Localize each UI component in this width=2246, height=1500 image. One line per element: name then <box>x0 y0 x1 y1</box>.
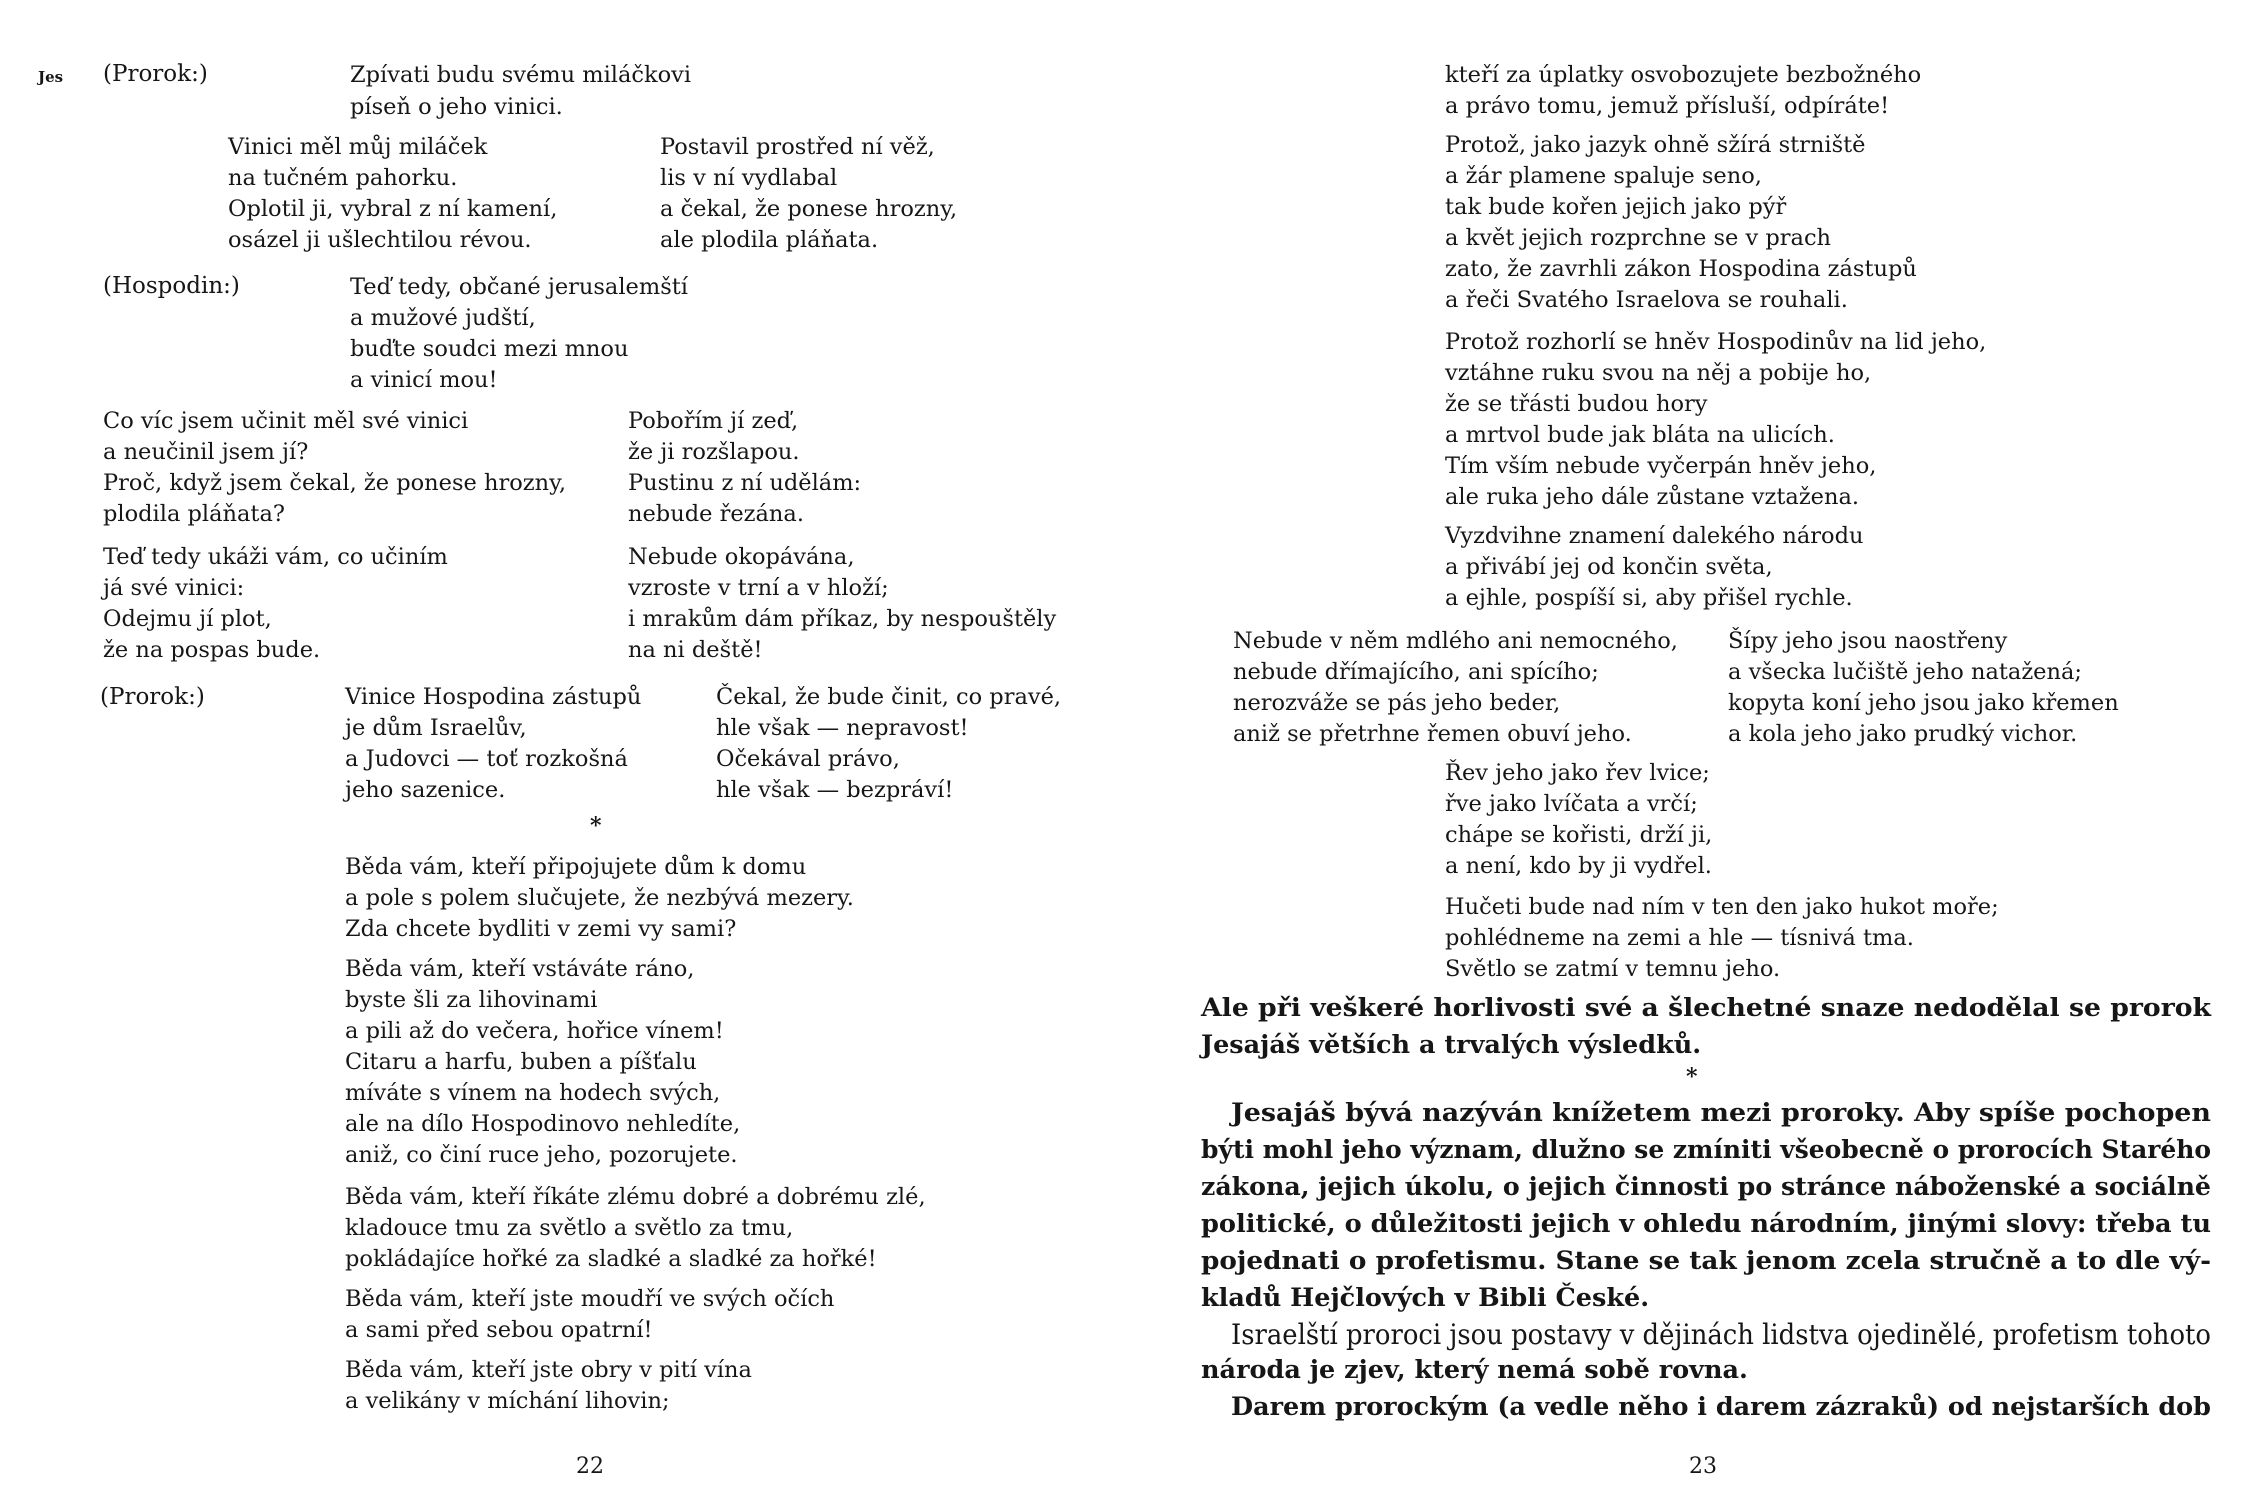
verse-line: Hučeti bude nad ním v ten den jako hukot moře; <box>1445 894 1999 920</box>
verse-line: a žár plamene spaluje seno, <box>1445 163 1762 189</box>
verse-line: Protož rozhorlí se hněv Hospodinův na lid jeho, <box>1445 329 1987 355</box>
prose-line: pojednati o profetismu. Stane se tak jenom zcela stručně a to dle vý- <box>1201 1246 2211 1276</box>
verse-line: aniž, co činí ruce jeho, pozorujete. <box>345 1142 738 1168</box>
verse-line: a Judovci — toť rozkošná <box>345 746 628 772</box>
verse-line: Citaru a harfu, buben a píšťalu <box>345 1049 697 1075</box>
verse-line: plodila pláňata? <box>103 501 285 527</box>
verse-line: píseň o jeho vinici. <box>350 94 563 120</box>
verse-line: Vinice Hospodina zástupů <box>345 684 642 710</box>
verse-line: Pustinu z ní udělám: <box>628 470 862 496</box>
verse-line: chápe se kořisti, drží ji, <box>1445 822 1713 848</box>
verse-line: jeho sazenice. <box>345 777 506 803</box>
verse-line: ale na dílo Hospodinovo nehledíte, <box>345 1111 741 1137</box>
verse-line: aniž se přetrhne řemen obuví jeho. <box>1233 721 1632 747</box>
verse-line: Teď tedy ukáži vám, co učiním <box>103 544 448 570</box>
prose-line: Israelští proroci jsou postavy v dějinách lidstva ojedinělé, profetism tohoto <box>1231 1318 2211 1351</box>
verse-line: Teď tedy, občané jerusalemští <box>350 274 688 300</box>
verse-line: i mrakům dám příkaz, by nespouštěly <box>628 606 1057 632</box>
verse-line: a vinicí mou! <box>350 367 498 393</box>
verse-line: a právo tomu, jemuž přísluší, odpíráte! <box>1445 93 1890 119</box>
verse-line: Čekal, že bude činit, co pravé, <box>716 684 1062 710</box>
prose-line: Ale při veškeré horlivosti své a šlechetné snaze nedodělal se prorok <box>1201 993 2212 1023</box>
verse-line: a není, kdo by ji vydřel. <box>1445 853 1712 879</box>
verse-line: kteří za úplatky osvobozujete bezbožného <box>1445 62 1922 88</box>
verse-line: hle však — nepravost! <box>716 715 969 741</box>
verse-line: buďte soudci mezi mnou <box>350 336 629 362</box>
verse-line: a velikány v míchání lihovin; <box>345 1388 670 1414</box>
prose-line: Jesajáš větších a trvalých výsledků. <box>1201 1030 1702 1060</box>
verse-line: nebude řezána. <box>628 501 804 527</box>
verse-line: na tučném pahorku. <box>228 165 458 191</box>
section-separator-star: * <box>1686 1064 1698 1090</box>
verse-line: Řev jeho jako řev lvice; <box>1445 760 1710 786</box>
verse-line: Nebude okopávána, <box>628 544 855 570</box>
verse-line: Běda vám, kteří říkáte zlému dobré a dobrému zlé, <box>345 1184 926 1210</box>
verse-line: že ji rozšlapou. <box>628 439 800 465</box>
verse-line: Odejmu jí plot, <box>103 606 272 632</box>
verse-line: že na pospas bude. <box>103 637 321 663</box>
verse-line: já své vinici: <box>103 575 245 601</box>
verse-line: Světlo se zatmí v temnu jeho. <box>1445 956 1781 982</box>
verse-line: Postavil prostřed ní věž, <box>660 134 935 160</box>
verse-line: lis v ní vydlabal <box>660 165 838 191</box>
verse-line: tak bude kořen jejich jako pýř <box>1445 194 1787 220</box>
verse-line: Co víc jsem učinit měl své vinici <box>103 408 469 434</box>
verse-line: pokládajíce hořké za sladké a sladké za hořké! <box>345 1246 877 1272</box>
verse-line: a neučinil jsem jí? <box>103 439 309 465</box>
verse-line: Zpívati budu svému miláčkovi <box>350 62 692 88</box>
prose-line: Jesajáš bývá nazýván knížetem mezi proroky. Aby spíše pochopen <box>1231 1098 2212 1128</box>
prose-line: politické, o důležitosti jejich v ohledu národním, jinými slovy: třeba tu <box>1201 1209 2211 1239</box>
verse-line: ale plodila pláňata. <box>660 227 879 253</box>
verse-line: a mužové judští, <box>350 305 536 331</box>
right-page <box>1123 0 2246 1500</box>
verse-line: Protož, jako jazyk ohně sžírá strniště <box>1445 132 1866 158</box>
running-header-mark: Jes <box>38 68 64 86</box>
verse-line: Vinici měl můj miláček <box>228 134 488 160</box>
section-separator-star: * <box>590 813 602 839</box>
verse-line: a pili až do večera, hořice vínem! <box>345 1018 724 1044</box>
verse-line: ale ruka jeho dále zůstane vztažena. <box>1445 484 1860 510</box>
verse-line: Oplotil ji, vybral z ní kamení, <box>228 196 558 222</box>
verse-line: a kola jeho jako prudký vichor. <box>1728 721 2078 747</box>
prose-line: národa je zjev, který nemá sobě rovna. <box>1201 1355 1748 1385</box>
verse-line: Běda vám, kteří vstáváte ráno, <box>345 956 695 982</box>
verse-line: Vyzdvihne znamení dalekého národu <box>1445 523 1864 549</box>
page-number: 22 <box>576 1454 604 1479</box>
verse-line: hle však — bezpráví! <box>716 777 954 803</box>
verse-line: Šípy jeho jsou naostřeny <box>1728 628 2008 654</box>
verse-line: Pobořím jí zeď, <box>628 408 799 434</box>
verse-line: byste šli za lihovinami <box>345 987 598 1013</box>
speaker-label: (Hospodin:) <box>103 273 240 299</box>
verse-line: řve jako lvíčata a vrčí; <box>1445 791 1698 817</box>
verse-line: a přivábí jej od končin světa, <box>1445 554 1773 580</box>
prose-line: zákona, jejich úkolu, o jejich činnosti po stránce náboženské a sociálně <box>1201 1172 2211 1202</box>
verse-line: že se třásti budou hory <box>1445 391 1708 417</box>
verse-line: je dům Israelův, <box>345 715 527 741</box>
verse-line: nerozváže se pás jeho beder, <box>1233 690 1561 716</box>
verse-line: míváte s vínem na hodech svých, <box>345 1080 721 1106</box>
verse-line: zato, že zavrhli zákon Hospodina zástupů <box>1445 256 1917 282</box>
verse-line: vzroste v trní a v hloží; <box>628 575 889 601</box>
prose-line: býti mohl jeho význam, dlužno se zmíniti všeobecně o prorocích Starého <box>1201 1135 2212 1165</box>
verse-line: a pole s polem slučujete, že nezbývá mezery. <box>345 885 854 911</box>
verse-line: Tím vším nebude vyčerpán hněv jeho, <box>1445 453 1877 479</box>
verse-line: kopyta koní jeho jsou jako křemen <box>1728 690 2119 716</box>
speaker-label: (Prorok:) <box>103 61 208 87</box>
verse-line: a květ jejich rozprchne se v prach <box>1445 225 1832 251</box>
verse-line: Zda chcete bydliti v zemi vy sami? <box>345 916 737 942</box>
verse-line: na ni deště! <box>628 637 763 663</box>
verse-line: Proč, když jsem čekal, že ponese hrozny, <box>103 470 566 496</box>
page-number: 23 <box>1689 1454 1717 1479</box>
verse-line: kladouce tmu za světlo a světlo za tmu, <box>345 1215 794 1241</box>
verse-line: a řeči Svatého Israelova se rouhali. <box>1445 287 1848 313</box>
verse-line: vztáhne ruku svou na něj a pobije ho, <box>1445 360 1872 386</box>
verse-line: pohlédneme na zemi a hle — tísnivá tma. <box>1445 925 1914 951</box>
verse-line: a sami před sebou opatrní! <box>345 1317 653 1343</box>
verse-line: osázel ji ušlechtilou révou. <box>228 227 532 253</box>
verse-line: nebude dřímajícího, ani spícího; <box>1233 659 1599 685</box>
verse-line: Běda vám, kteří připojujete dům k domu <box>345 854 807 880</box>
prose-line: Darem prorockým (a vedle něho i darem zázraků) od nejstarších dob <box>1231 1392 2211 1422</box>
verse-line: a ejhle, pospíší si, aby přišel rychle. <box>1445 585 1853 611</box>
verse-line: Běda vám, kteří jste obry v pití vína <box>345 1357 752 1383</box>
verse-line: Očekával právo, <box>716 746 900 772</box>
verse-line: Běda vám, kteří jste moudří ve svých očích <box>345 1286 835 1312</box>
verse-line: Nebude v něm mdlého ani nemocného, <box>1233 628 1678 654</box>
verse-line: a čekal, že ponese hrozny, <box>660 196 958 222</box>
prose-line: kladů Hejčlových v Bibli České. <box>1201 1283 1650 1313</box>
speaker-label: (Prorok:) <box>100 684 205 710</box>
verse-line: a všecka lučiště jeho natažená; <box>1728 659 2082 685</box>
verse-line: a mrtvol bude jak bláta na ulicích. <box>1445 422 1835 448</box>
